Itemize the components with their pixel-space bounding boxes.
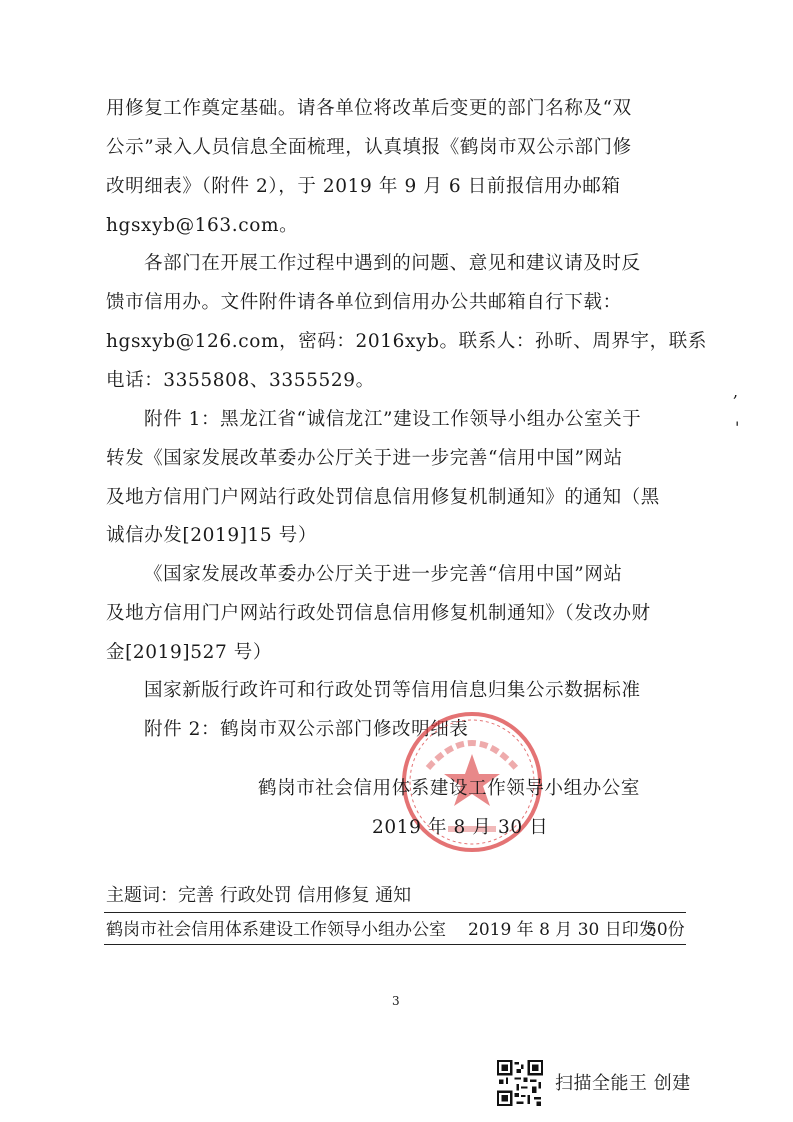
signature-org: 鹤岗市社会信用体系建设工作领导小组办公室 bbox=[258, 778, 641, 799]
keywords-line: 主题词：完善 行政处罚 信用修复 通知 bbox=[106, 885, 412, 906]
body-line-13: 《国家发展改革委办公厅关于进一步完善“信用中国”网站 bbox=[144, 564, 623, 585]
issuer-date: 2019 年 8 月 30 日印发 bbox=[468, 920, 656, 940]
body-line-10: 转发《国家发展改革委办公厅关于进一步完善“信用中国”网站 bbox=[106, 448, 623, 469]
body-line-6: 馈市信用办。文件附件请各单位到信用办公共邮箱自行下载： bbox=[106, 292, 622, 313]
body-line-1: 用修复工作奠定基础。请各单位将改革后变更的部门名称及“双 bbox=[106, 98, 632, 119]
body-line-3: 改明细表》（附件 2），于 2019 年 9 月 6 日前报信用办邮箱 bbox=[106, 176, 621, 197]
issuer-org: 鹤岗市社会信用体系建设工作领导小组办公室 bbox=[106, 920, 446, 940]
body-line-15: 金[2019]527 号） bbox=[106, 642, 273, 663]
divider-line bbox=[104, 912, 686, 913]
body-line-4: hgsxyb@163.com。 bbox=[106, 215, 299, 236]
body-line-5: 各部门在开展工作过程中遇到的问题、意见和建议请及时反 bbox=[144, 253, 641, 274]
body-line-8: 电话：3355808、3355529。 bbox=[106, 370, 375, 391]
body-line-17: 附件 2：鹤岗市双公示部门修改明细表 bbox=[144, 719, 469, 740]
body-line-11: 及地方信用门户网站行政处罚信息信用修复机制通知》的通知（黑 bbox=[106, 487, 660, 508]
body-line-9: 附件 1：黑龙江省“诚信龙江”建设工作领导小组办公室关于 bbox=[144, 409, 642, 430]
signature-date: 2019 年 8 月 30 日 bbox=[372, 817, 549, 838]
body-line-2: 公示”录入人员信息全面梳理，认真填报《鹤岗市双公示部门修 bbox=[106, 137, 632, 158]
body-line-14: 及地方信用门户网站行政处罚信息信用修复机制通知》（发改办财 bbox=[106, 603, 651, 624]
body-line-7: hgsxyb@126.com，密码：2016xyb。联系人：孙昕、周界宇，联系 bbox=[106, 331, 707, 352]
body-line-16: 国家新版行政许可和行政处罚等信用信息归集公示数据标准 bbox=[144, 680, 641, 701]
page-number: 3 bbox=[392, 994, 400, 1008]
scanner-watermark: 扫描全能王 创建 bbox=[555, 1073, 691, 1094]
body-line-12: 诚信办发[2019]15 号） bbox=[106, 525, 317, 546]
divider-line bbox=[104, 944, 686, 945]
issuer-copies: 50份 bbox=[646, 920, 685, 940]
scan-mark: , bbox=[733, 382, 739, 401]
qr-code-icon bbox=[497, 1060, 543, 1106]
scan-mark: ' bbox=[735, 418, 740, 437]
